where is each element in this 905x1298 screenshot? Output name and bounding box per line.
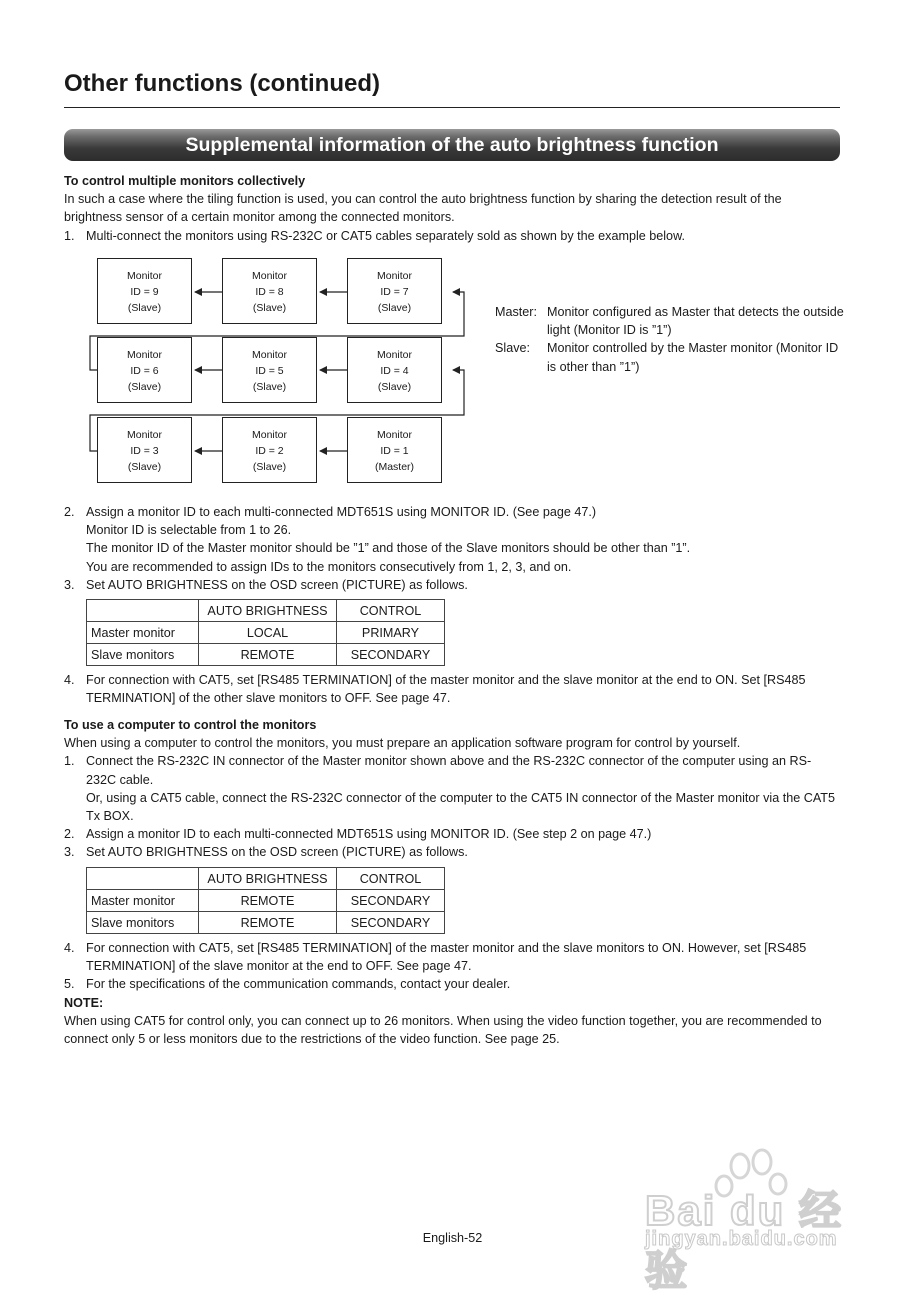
section1-intro: [64, 172, 840, 245]
step-item: 5. For the specifications of the communication commands, contact your dealer.: [64, 977, 511, 992]
diagram-legend: [495, 303, 845, 376]
step-item: 3. Set AUTO BRIGHTNESS on the OSD screen (PICTURE) as follows.: [64, 577, 468, 592]
monitor-box: Monitor ID = 3 (Slave): [97, 417, 192, 483]
page-number: English-52: [422, 1231, 483, 1245]
step-item: 1. Multi-connect the monitors using RS-232C or CAT5 cables separately sold as shown by the example below.: [64, 228, 685, 243]
step-item: 3. Set AUTO BRIGHTNESS on the OSD screen (PICTURE) as follows.: [64, 845, 468, 860]
monitor-box: Monitor ID = 6 (Slave): [97, 337, 192, 403]
monitor-box: Monitor ID = 4 (Slave): [347, 337, 442, 403]
watermark-brand: Bai du 经验: [645, 1187, 844, 1294]
step-item: 4. For connection with CAT5, set [RS485 TERMINATION] of the master monitor and the slave monitor at the end to ON. Set [RS485 TERMINATION] of the other slave monitors to OFF. See page 47.: [64, 673, 806, 706]
section2-steps-end: [64, 939, 840, 1048]
watermark-url: jingyan.baidu.com: [645, 1228, 838, 1250]
section-banner: Supplemental information of the auto brightness function: [64, 129, 840, 161]
step-item: 1. Connect the RS-232C IN connector of the Master monitor shown above and the RS-232C connector of the computer using an RS-232C cable. Or, using a CAT5 cable, connect the RS-232C connector of the computer to the CAT5 IN connector of the Master monitor via the CAT5 Tx BOX.: [64, 754, 835, 824]
page-title: Other functions (continued): [64, 70, 380, 97]
step-item: 2. Assign a monitor ID to each multi-connected MDT651S using MONITOR ID. (See step 2 on page 47.): [64, 827, 652, 842]
legend-master: Master: Monitor configured as Master that detects the outside light (Monitor ID is ”1”): [495, 305, 844, 338]
monitor-box-master: Monitor ID = 1 (Master): [347, 417, 442, 483]
section1-steps: [64, 503, 854, 594]
monitor-box: Monitor ID = 8 (Slave): [222, 258, 317, 324]
osd-settings-table-1: AUTO BRIGHTNESS CONTROL Master monitor LOCAL PRIMARY Slave monitors REMOTE SECONDARY: [86, 599, 445, 666]
legend-slave: Slave: Monitor controlled by the Master monitor (Monitor ID is other than ”1”): [495, 341, 839, 374]
section2-intro: When using a computer to control the monitors, you must prepare an application software program for control by yourself.: [64, 736, 741, 751]
section2-heading: To use a computer to control the monitors: [64, 718, 317, 732]
monitor-box: Monitor ID = 9 (Slave): [97, 258, 192, 324]
monitor-box: Monitor ID = 7 (Slave): [347, 258, 442, 324]
section1-heading: To control multiple monitors collectively: [64, 174, 306, 188]
step-item: 2. Assign a monitor ID to each multi-connected MDT651S using MONITOR ID. (See page 47.) Monitor ID is selectable from 1 to 26. The monitor ID of the Master monitor should be ”1” and those of the Slave monitors should be other than ”1”. You are recommended to assign IDs to the monitors consecutively from 1, 2, 3, and on.: [64, 505, 691, 574]
title-divider: [64, 107, 840, 108]
section1-intro-text: In such a case where the tiling function is used, you can control the auto brightness function by sharing the detection result of the brightness sensor of a certain monitor among the connected monitors.: [64, 192, 782, 225]
step-item: 4. For connection with CAT5, set [RS485 TERMINATION] of the master monitor and the slave monitors to ON. However, set [RS485 TERMINATION] of the slave monitor at the end to OFF. See page 47.: [64, 941, 807, 974]
osd-settings-table-2: AUTO BRIGHTNESS CONTROL Master monitor REMOTE SECONDARY Slave monitors REMOTE SECONDARY: [86, 867, 445, 934]
note-text: When using CAT5 for control only, you can connect up to 26 monitors. When using the video function together, you are recommended to connect only 5 or less monitors due to the restrictions of the video function. See page 25.: [64, 1013, 822, 1047]
monitor-box: Monitor ID = 5 (Slave): [222, 337, 317, 403]
section1-step4: [64, 671, 840, 707]
monitor-box: Monitor ID = 2 (Slave): [222, 417, 317, 483]
note-heading: NOTE:: [64, 995, 104, 1010]
section2: [64, 716, 840, 862]
